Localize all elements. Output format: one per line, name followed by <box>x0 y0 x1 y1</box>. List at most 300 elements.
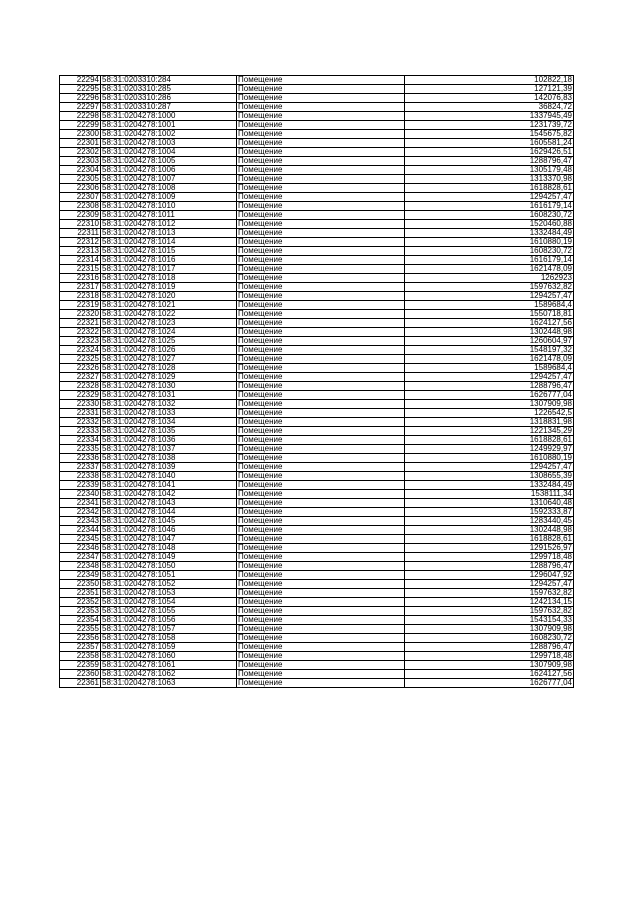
table-row <box>60 202 574 211</box>
row-number-cell: 22294 <box>60 76 101 85</box>
cadastral-value-cell: 1605581,24 <box>405 139 574 148</box>
table-row <box>60 175 574 184</box>
table-row <box>60 247 574 256</box>
row-number-cell: 22359 <box>60 661 101 670</box>
row-number-cell: 22329 <box>60 391 101 400</box>
object-type-cell: Помещение <box>237 130 405 139</box>
object-type-cell: Помещение <box>237 607 405 616</box>
object-type-cell: Помещение <box>237 427 405 436</box>
cadastral-number-cell: 58:31:0204278:1053 <box>101 589 237 598</box>
object-type-cell: Помещение <box>237 472 405 481</box>
cadastral-number-cell: 58:31:0204278:1043 <box>101 499 237 508</box>
object-type-cell: Помещение <box>237 292 405 301</box>
row-number-cell: 22315 <box>60 265 101 274</box>
object-type-cell: Помещение <box>237 220 405 229</box>
cadastral-number-cell: 58:31:0203310:285 <box>101 85 237 94</box>
cadastral-value-cell: 1592333,87 <box>405 508 574 517</box>
cadastral-number-cell: 58:31:0204278:1006 <box>101 166 237 175</box>
cadastral-number-cell: 58:31:0204278:1061 <box>101 661 237 670</box>
cadastral-value-cell: 1626777,04 <box>405 391 574 400</box>
cadastral-number-cell: 58:31:0204278:1051 <box>101 571 237 580</box>
object-type-cell: Помещение <box>237 175 405 184</box>
cadastral-number-cell: 58:31:0204278:1059 <box>101 643 237 652</box>
cadastral-value-cell: 1608230,72 <box>405 247 574 256</box>
row-number-cell: 22340 <box>60 490 101 499</box>
row-number-cell: 22301 <box>60 139 101 148</box>
cadastral-value-cell: 1618828,61 <box>405 184 574 193</box>
table-row <box>60 346 574 355</box>
table-row <box>60 454 574 463</box>
table-row <box>60 427 574 436</box>
table-row <box>60 274 574 283</box>
row-number-cell: 22295 <box>60 85 101 94</box>
table-row <box>60 382 574 391</box>
cadastral-value-cell: 1597632,82 <box>405 283 574 292</box>
table-row <box>60 229 574 238</box>
table-row <box>60 661 574 670</box>
row-number-cell: 22298 <box>60 112 101 121</box>
cadastral-value-cell: 1597632,82 <box>405 589 574 598</box>
cadastral-value-cell: 1318831,98 <box>405 418 574 427</box>
row-number-cell: 22337 <box>60 463 101 472</box>
row-number-cell: 22325 <box>60 355 101 364</box>
cadastral-value-cell: 1610880,19 <box>405 454 574 463</box>
cadastral-value-cell: 1294257,47 <box>405 193 574 202</box>
table-row <box>60 535 574 544</box>
table-row <box>60 103 574 112</box>
cadastral-value-cell: 1302448,98 <box>405 328 574 337</box>
row-number-cell: 22335 <box>60 445 101 454</box>
table-row <box>60 445 574 454</box>
table-row <box>60 301 574 310</box>
table-row <box>60 85 574 94</box>
cadastral-value-cell: 1610880,19 <box>405 238 574 247</box>
cadastral-value-cell: 1310640,48 <box>405 499 574 508</box>
row-number-cell: 22319 <box>60 301 101 310</box>
row-number-cell: 22320 <box>60 310 101 319</box>
row-number-cell: 22355 <box>60 625 101 634</box>
object-type-cell: Помещение <box>237 517 405 526</box>
row-number-cell: 22323 <box>60 337 101 346</box>
table-row <box>60 76 574 85</box>
cadastral-number-cell: 58:31:0203310:287 <box>101 103 237 112</box>
object-type-cell: Помещение <box>237 652 405 661</box>
cadastral-number-cell: 58:31:0204278:1042 <box>101 490 237 499</box>
cadastral-value-cell: 1332484,49 <box>405 481 574 490</box>
cadastral-number-cell: 58:31:0204278:1019 <box>101 283 237 292</box>
table-row <box>60 652 574 661</box>
object-type-cell: Помещение <box>237 571 405 580</box>
cadastral-value-cell: 1608230,72 <box>405 634 574 643</box>
table-row <box>60 391 574 400</box>
row-number-cell: 22352 <box>60 598 101 607</box>
row-number-cell: 22347 <box>60 553 101 562</box>
cadastral-value-cell: 1294257,47 <box>405 580 574 589</box>
object-type-cell: Помещение <box>237 562 405 571</box>
object-type-cell: Помещение <box>237 544 405 553</box>
cadastral-value-cell: 1307909,98 <box>405 625 574 634</box>
object-type-cell: Помещение <box>237 679 405 688</box>
cadastral-number-cell: 58:31:0204278:1047 <box>101 535 237 544</box>
object-type-cell: Помещение <box>237 418 405 427</box>
table-row <box>60 571 574 580</box>
object-type-cell: Помещение <box>237 580 405 589</box>
cadastral-number-cell: 58:31:0204278:1026 <box>101 346 237 355</box>
row-number-cell: 22333 <box>60 427 101 436</box>
cadastral-value-cell: 102822,18 <box>405 76 574 85</box>
object-type-cell: Помещение <box>237 346 405 355</box>
cadastral-value-cell: 1288796,47 <box>405 382 574 391</box>
cadastral-value-cell: 1597632,82 <box>405 607 574 616</box>
cadastral-value-cell: 1616179,14 <box>405 256 574 265</box>
row-number-cell: 22300 <box>60 130 101 139</box>
cadastral-number-cell: 58:31:0204278:1046 <box>101 526 237 535</box>
object-type-cell: Помещение <box>237 616 405 625</box>
row-number-cell: 22334 <box>60 436 101 445</box>
object-type-cell: Помещение <box>237 274 405 283</box>
table-row <box>60 616 574 625</box>
table-row <box>60 238 574 247</box>
cadastral-number-cell: 58:31:0204278:1035 <box>101 427 237 436</box>
table-row <box>60 148 574 157</box>
cadastral-value-cell: 1624127,56 <box>405 670 574 679</box>
object-type-cell: Помещение <box>237 139 405 148</box>
object-type-cell: Помещение <box>237 283 405 292</box>
cadastral-value-cell: 1621478,09 <box>405 355 574 364</box>
object-type-cell: Помещение <box>237 85 405 94</box>
row-number-cell: 22361 <box>60 679 101 688</box>
cadastral-number-cell: 58:31:0204278:1062 <box>101 670 237 679</box>
row-number-cell: 22346 <box>60 544 101 553</box>
table-row <box>60 355 574 364</box>
cadastral-number-cell: 58:31:0204278:1010 <box>101 202 237 211</box>
table-row <box>60 472 574 481</box>
object-type-cell: Помещение <box>237 310 405 319</box>
cadastral-value-cell: 1550718,81 <box>405 310 574 319</box>
cadastral-number-cell: 58:31:0204278:1050 <box>101 562 237 571</box>
cadastral-number-cell: 58:31:0204278:1016 <box>101 256 237 265</box>
cadastral-number-cell: 58:31:0204278:1015 <box>101 247 237 256</box>
cadastral-number-cell: 58:31:0204278:1024 <box>101 328 237 337</box>
object-type-cell: Помещение <box>237 265 405 274</box>
table-body <box>60 76 574 688</box>
cadastral-number-cell: 58:31:0204278:1056 <box>101 616 237 625</box>
cadastral-number-cell: 58:31:0204278:1054 <box>101 598 237 607</box>
table-row <box>60 589 574 598</box>
row-number-cell: 22339 <box>60 481 101 490</box>
cadastral-value-cell: 1294257,47 <box>405 373 574 382</box>
object-type-cell: Помещение <box>237 202 405 211</box>
cadastral-number-cell: 58:31:0204278:1023 <box>101 319 237 328</box>
table-row <box>60 337 574 346</box>
table-row <box>60 283 574 292</box>
table-row <box>60 679 574 688</box>
object-type-cell: Помещение <box>237 409 405 418</box>
row-number-cell: 22296 <box>60 94 101 103</box>
table-row <box>60 499 574 508</box>
row-number-cell: 22314 <box>60 256 101 265</box>
table-row <box>60 292 574 301</box>
table-row <box>60 526 574 535</box>
cadastral-number-cell: 58:31:0204278:1040 <box>101 472 237 481</box>
cadastral-value-cell: 1589684,4 <box>405 364 574 373</box>
cadastral-number-cell: 58:31:0204278:1041 <box>101 481 237 490</box>
cadastral-number-cell: 58:31:0204278:1021 <box>101 301 237 310</box>
row-number-cell: 22354 <box>60 616 101 625</box>
cadastral-value-cell: 1337945,49 <box>405 112 574 121</box>
row-number-cell: 22330 <box>60 400 101 409</box>
object-type-cell: Помещение <box>237 76 405 85</box>
cadastral-number-cell: 58:31:0204278:1017 <box>101 265 237 274</box>
table-row <box>60 319 574 328</box>
object-type-cell: Помещение <box>237 625 405 634</box>
cadastral-value-cell: 1629426,51 <box>405 148 574 157</box>
cadastral-number-cell: 58:31:0204278:1001 <box>101 121 237 130</box>
cadastral-number-cell: 58:31:0204278:1005 <box>101 157 237 166</box>
row-number-cell: 22344 <box>60 526 101 535</box>
cadastral-value-cell: 1299718,48 <box>405 652 574 661</box>
cadastral-value-cell: 1618828,61 <box>405 535 574 544</box>
row-number-cell: 22356 <box>60 634 101 643</box>
table-row <box>60 220 574 229</box>
object-type-cell: Помещение <box>237 391 405 400</box>
cadastral-value-cell: 1626777,04 <box>405 679 574 688</box>
cadastral-number-cell: 58:31:0204278:1063 <box>101 679 237 688</box>
table-row <box>60 490 574 499</box>
object-type-cell: Помещение <box>237 148 405 157</box>
cadastral-number-cell: 58:31:0204278:1044 <box>101 508 237 517</box>
object-type-cell: Помещение <box>237 373 405 382</box>
cadastral-number-cell: 58:31:0204278:1033 <box>101 409 237 418</box>
row-number-cell: 22332 <box>60 418 101 427</box>
cadastral-number-cell: 58:31:0204278:1028 <box>101 364 237 373</box>
row-number-cell: 22353 <box>60 607 101 616</box>
cadastral-number-cell: 58:31:0204278:1060 <box>101 652 237 661</box>
cadastral-number-cell: 58:31:0204278:1007 <box>101 175 237 184</box>
cadastral-number-cell: 58:31:0204278:1029 <box>101 373 237 382</box>
table-row <box>60 481 574 490</box>
table-row <box>60 400 574 409</box>
object-type-cell: Помещение <box>237 256 405 265</box>
cadastral-number-cell: 58:31:0204278:1013 <box>101 229 237 238</box>
object-type-cell: Помещение <box>237 193 405 202</box>
object-type-cell: Помещение <box>237 382 405 391</box>
cadastral-value-cell: 1545675,82 <box>405 130 574 139</box>
table-row <box>60 562 574 571</box>
cadastral-number-cell: 58:31:0204278:1036 <box>101 436 237 445</box>
table-row <box>60 184 574 193</box>
cadastral-value-cell: 1288796,47 <box>405 562 574 571</box>
cadastral-value-cell: 1296047,92 <box>405 571 574 580</box>
cadastral-value-cell: 1291526,97 <box>405 544 574 553</box>
row-number-cell: 22326 <box>60 364 101 373</box>
cadastral-value-cell: 1308655,39 <box>405 472 574 481</box>
table-row <box>60 580 574 589</box>
table-row <box>60 670 574 679</box>
cadastral-number-cell: 58:31:0204278:1003 <box>101 139 237 148</box>
object-type-cell: Помещение <box>237 598 405 607</box>
row-number-cell: 22324 <box>60 346 101 355</box>
cadastral-value-cell: 1299718,48 <box>405 553 574 562</box>
cadastral-number-cell: 58:31:0204278:1034 <box>101 418 237 427</box>
table-row <box>60 409 574 418</box>
object-type-cell: Помещение <box>237 670 405 679</box>
row-number-cell: 22357 <box>60 643 101 652</box>
row-number-cell: 22309 <box>60 211 101 220</box>
cadastral-value-cell: 1624127,56 <box>405 319 574 328</box>
table-row <box>60 265 574 274</box>
object-type-cell: Помещение <box>237 319 405 328</box>
row-number-cell: 22349 <box>60 571 101 580</box>
cadastral-number-cell: 58:31:0204278:1018 <box>101 274 237 283</box>
object-type-cell: Помещение <box>237 400 405 409</box>
row-number-cell: 22313 <box>60 247 101 256</box>
table-row <box>60 373 574 382</box>
object-type-cell: Помещение <box>237 490 405 499</box>
row-number-cell: 22341 <box>60 499 101 508</box>
table-row <box>60 643 574 652</box>
object-type-cell: Помещение <box>237 535 405 544</box>
cadastral-number-cell: 58:31:0204278:1025 <box>101 337 237 346</box>
row-number-cell: 22297 <box>60 103 101 112</box>
table-row <box>60 364 574 373</box>
row-number-cell: 22318 <box>60 292 101 301</box>
row-number-cell: 22358 <box>60 652 101 661</box>
row-number-cell: 22311 <box>60 229 101 238</box>
cadastral-number-cell: 58:31:0204278:1049 <box>101 553 237 562</box>
cadastral-number-cell: 58:31:0204278:1030 <box>101 382 237 391</box>
row-number-cell: 22342 <box>60 508 101 517</box>
cadastral-number-cell: 58:31:0204278:1014 <box>101 238 237 247</box>
cadastral-value-cell: 1313370,98 <box>405 175 574 184</box>
cadastral-number-cell: 58:31:0204278:1008 <box>101 184 237 193</box>
object-type-cell: Помещение <box>237 445 405 454</box>
row-number-cell: 22302 <box>60 148 101 157</box>
cadastral-value-cell: 1538111,34 <box>405 490 574 499</box>
cadastral-value-cell: 1294257,47 <box>405 292 574 301</box>
cadastral-value-cell: 127121,39 <box>405 85 574 94</box>
cadastral-number-cell: 58:31:0204278:1039 <box>101 463 237 472</box>
row-number-cell: 22350 <box>60 580 101 589</box>
object-type-cell: Помещение <box>237 364 405 373</box>
cadastral-value-cell: 142076,83 <box>405 94 574 103</box>
table-row <box>60 157 574 166</box>
row-number-cell: 22321 <box>60 319 101 328</box>
object-type-cell: Помещение <box>237 328 405 337</box>
object-type-cell: Помещение <box>237 508 405 517</box>
cadastral-number-cell: 58:31:0204278:1004 <box>101 148 237 157</box>
cadastral-value-cell: 1618828,61 <box>405 436 574 445</box>
cadastral-value-cell: 1589684,4 <box>405 301 574 310</box>
cadastral-number-cell: 58:31:0204278:1022 <box>101 310 237 319</box>
object-type-cell: Помещение <box>237 355 405 364</box>
object-type-cell: Помещение <box>237 301 405 310</box>
table-row <box>60 625 574 634</box>
table-row <box>60 139 574 148</box>
object-type-cell: Помещение <box>237 166 405 175</box>
cadastral-value-cell: 1307909,98 <box>405 661 574 670</box>
cadastral-number-cell: 58:31:0204278:1027 <box>101 355 237 364</box>
object-type-cell: Помещение <box>237 463 405 472</box>
row-number-cell: 22308 <box>60 202 101 211</box>
object-type-cell: Помещение <box>237 589 405 598</box>
cadastral-value-cell: 1242134,15 <box>405 598 574 607</box>
object-type-cell: Помещение <box>237 229 405 238</box>
object-type-cell: Помещение <box>237 238 405 247</box>
cadastral-value-cell: 1294257,47 <box>405 463 574 472</box>
object-type-cell: Помещение <box>237 634 405 643</box>
cadastral-value-cell: 1283440,45 <box>405 517 574 526</box>
cadastral-value-cell: 1288796,47 <box>405 643 574 652</box>
cadastral-value-cell: 1616179,14 <box>405 202 574 211</box>
object-type-cell: Помещение <box>237 643 405 652</box>
object-type-cell: Помещение <box>237 436 405 445</box>
table-row <box>60 166 574 175</box>
cadastral-value-cell: 1307909,98 <box>405 400 574 409</box>
cadastral-value-cell: 1621478,09 <box>405 265 574 274</box>
table-row <box>60 130 574 139</box>
table-row <box>60 463 574 472</box>
cadastral-number-cell: 58:31:0204278:1012 <box>101 220 237 229</box>
table-row <box>60 517 574 526</box>
row-number-cell: 22351 <box>60 589 101 598</box>
cadastral-number-cell: 58:31:0204278:1011 <box>101 211 237 220</box>
cadastral-number-cell: 58:31:0204278:1032 <box>101 400 237 409</box>
cadastral-number-cell: 58:31:0204278:1045 <box>101 517 237 526</box>
row-number-cell: 22307 <box>60 193 101 202</box>
table-row <box>60 598 574 607</box>
cadastral-number-cell: 58:31:0204278:1000 <box>101 112 237 121</box>
object-type-cell: Помещение <box>237 661 405 670</box>
cadastral-number-cell: 58:31:0204278:1020 <box>101 292 237 301</box>
object-type-cell: Помещение <box>237 526 405 535</box>
object-type-cell: Помещение <box>237 112 405 121</box>
row-number-cell: 22360 <box>60 670 101 679</box>
table-row <box>60 436 574 445</box>
table-row <box>60 553 574 562</box>
table-row <box>60 544 574 553</box>
object-type-cell: Помещение <box>237 553 405 562</box>
row-number-cell: 22343 <box>60 517 101 526</box>
cadastral-number-cell: 58:31:0204278:1048 <box>101 544 237 553</box>
object-type-cell: Помещение <box>237 499 405 508</box>
row-number-cell: 22338 <box>60 472 101 481</box>
object-type-cell: Помещение <box>237 103 405 112</box>
row-number-cell: 22331 <box>60 409 101 418</box>
row-number-cell: 22304 <box>60 166 101 175</box>
cadastral-number-cell: 58:31:0204278:1055 <box>101 607 237 616</box>
row-number-cell: 22299 <box>60 121 101 130</box>
cadastral-value-cell: 1221345,29 <box>405 427 574 436</box>
row-number-cell: 22328 <box>60 382 101 391</box>
cadastral-number-cell: 58:31:0204278:1057 <box>101 625 237 634</box>
row-number-cell: 22348 <box>60 562 101 571</box>
cadastral-value-cell: 1543154,33 <box>405 616 574 625</box>
cadastral-number-cell: 58:31:0203310:284 <box>101 76 237 85</box>
cadastral-value-cell: 1305179,48 <box>405 166 574 175</box>
cadastral-value-cell: 1608230,72 <box>405 211 574 220</box>
table-row <box>60 193 574 202</box>
cadastral-value-cell: 1332484,49 <box>405 229 574 238</box>
object-type-cell: Помещение <box>237 481 405 490</box>
cadastral-number-cell: 58:31:0204278:1052 <box>101 580 237 589</box>
object-type-cell: Помещение <box>237 211 405 220</box>
row-number-cell: 22303 <box>60 157 101 166</box>
object-type-cell: Помещение <box>237 454 405 463</box>
row-number-cell: 22310 <box>60 220 101 229</box>
table-row <box>60 607 574 616</box>
table-row <box>60 211 574 220</box>
